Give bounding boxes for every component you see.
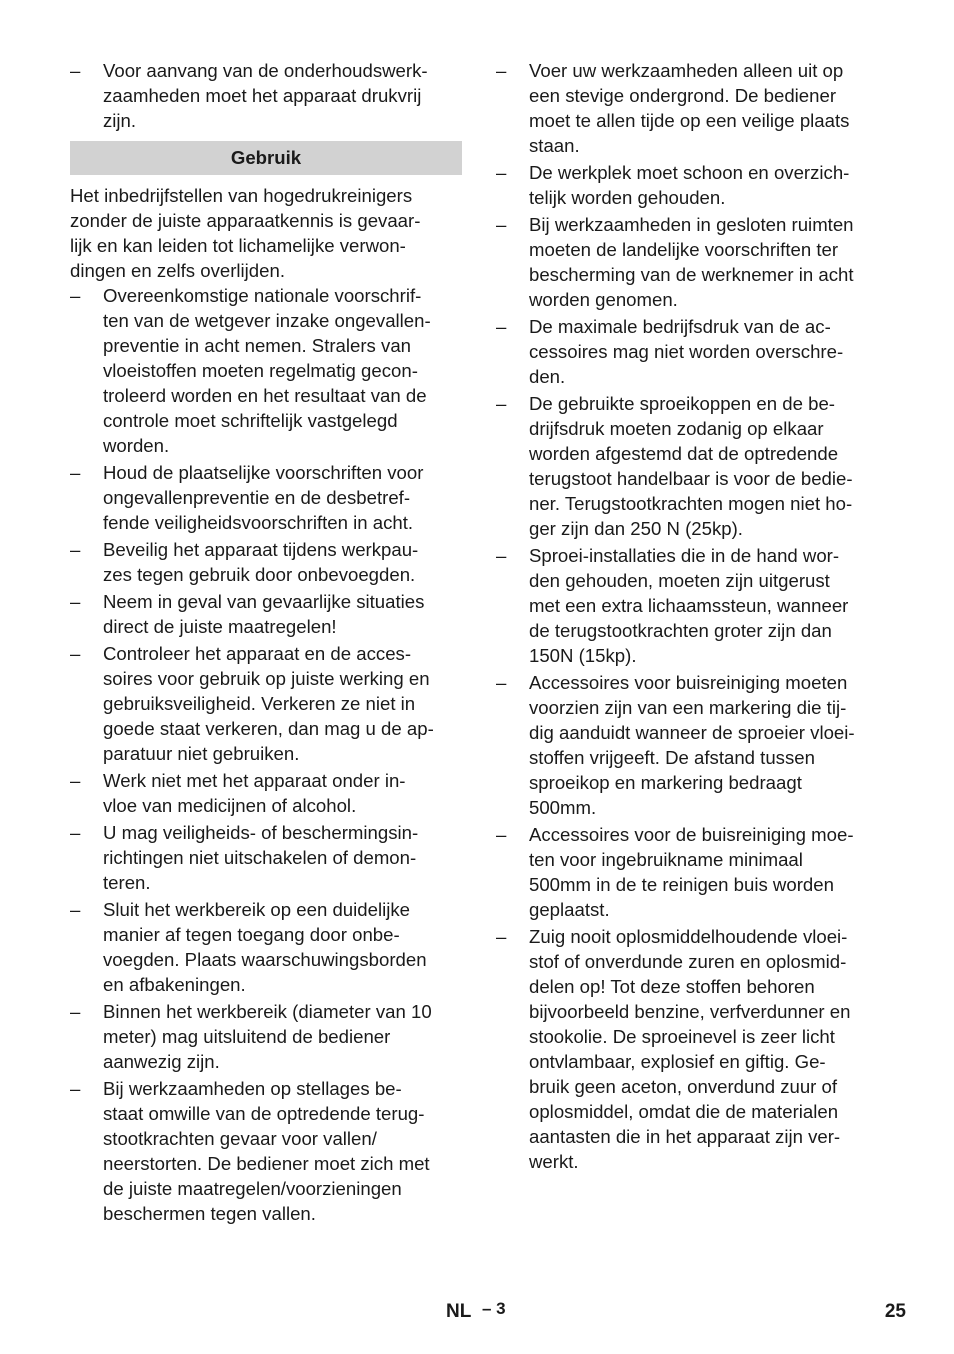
list-item-text: Binnen het werkbereik (diameter van 10 meter) mag uitsluitend de bediener aanwezig zijn.	[103, 1001, 432, 1072]
bullet-dash-icon: –	[70, 539, 81, 560]
list-item	[70, 589, 462, 639]
list-item-text: Werk niet met het apparaat onder in- vloe van medicijnen of alcohol.	[103, 770, 406, 816]
list-item-text: Sproei-installaties die in de hand wor- den gehouden, moeten zijn uitgerust met een extra lichaamssteun, wanneer de terugstootkrachten groter zijn dan 150N (15kp).	[529, 545, 849, 666]
bullet-dash-icon: –	[70, 643, 81, 664]
list-item-text: Houd de plaatselijke voorschriften voor ongevallenpreventie en de desbetref- fende veiligheidsvoorschriften in acht.	[103, 462, 424, 533]
right-column	[496, 58, 888, 1176]
bullet-dash-icon: –	[70, 822, 81, 843]
footer-section-page: – 3	[482, 1299, 506, 1318]
list-item-text: De gebruikte sproeikoppen en de be- drijfsdruk moeten zodanig op elkaar worden afgestemd dat de optredende terugstoot handelbaar is voor de bedie- ner. Terugstootkrachten mogen niet ho- ger zijn dan 250 N (25kp).	[529, 393, 853, 539]
list-item	[496, 924, 888, 1174]
list-item-text: Bij werkzaamheden op stellages be- staat omwille van de optredende terug- stootkrachten gevaar voor vallen/ neerstorten. De bediener moet zich met de juiste maatregelen/voorzieningen beschermen tegen vallen.	[103, 1078, 430, 1224]
bullet-dash-icon: –	[496, 316, 507, 337]
bullet-dash-icon: –	[70, 770, 81, 791]
bullet-dash-icon: –	[496, 162, 507, 183]
bullet-dash-icon: –	[496, 824, 507, 845]
bullet-dash-icon: –	[70, 285, 81, 306]
list-item	[70, 897, 462, 997]
list-item	[496, 543, 888, 668]
list-item-text: Zuig nooit oplosmiddelhoudende vloei- stof of onverdunde zuren en oplosmid- delen op! Tot deze stoffen behoren bijvoorbeeld benzine, verfverdunner en stookolie. De sproeinevel is zeer licht ontvlambaar, explosief en giftig. Ge- bruik geen aceton, onverdund zuur of oplosmiddel, omdat die de materialen aantasten die in het apparaat zijn ver- werkt.	[529, 926, 851, 1172]
list-item-text: Voer uw werkzaamheden alleen uit op een stevige ondergrond. De bediener moet te allen tijde op een veilige plaats staan.	[529, 60, 850, 156]
right-bullet-list	[496, 58, 888, 1174]
left-bullet-list	[70, 283, 462, 1226]
footer-language: NL	[446, 1301, 472, 1322]
bullet-dash-icon: –	[496, 393, 507, 414]
list-item	[496, 670, 888, 820]
list-item-text: Accessoires voor de buisreiniging moe- ten voor ingebruikname minimaal 500mm in de te reinigen buis worden geplaatst.	[529, 824, 854, 920]
bullet-dash-icon: –	[496, 545, 507, 566]
list-item	[70, 58, 462, 133]
section-title-gebruik: Gebruik	[70, 141, 462, 175]
bullet-dash-icon: –	[496, 926, 507, 947]
list-item	[70, 283, 462, 458]
list-item	[496, 58, 888, 158]
list-item-text: Voor aanvang van de onderhoudswerk- zaamheden moet het apparaat drukvrij zijn.	[103, 60, 428, 131]
list-item	[496, 822, 888, 922]
list-item-text: Beveilig het apparaat tijdens werkpau- zes tegen gebruik door onbevoegden.	[103, 539, 419, 585]
list-item-text: Neem in geval van gevaarlijke situaties direct de juiste maatregelen!	[103, 591, 425, 637]
bullet-dash-icon: –	[496, 214, 507, 235]
bullet-dash-icon: –	[70, 899, 81, 920]
list-item	[70, 1076, 462, 1226]
list-item	[496, 314, 888, 389]
list-item-text: Controleer het apparaat en de acces- soires voor gebruik op juiste werking en gebruiksveiligheid. Verkeren ze niet in goede staat verkeren, dan mag u de ap- paratuur niet gebruiken.	[103, 643, 434, 764]
list-item-text: Accessoires voor buisreiniging moeten voorzien zijn van een markering die tij- dig aanduidt wanneer de sproeier vloei- stoffen vrijgeeft. De afstand tussen sproeikop en markering bedraagt 500mm.	[529, 672, 855, 818]
list-item	[496, 160, 888, 210]
left-top-list	[70, 58, 462, 133]
bullet-dash-icon: –	[70, 462, 81, 483]
bullet-dash-icon: –	[70, 591, 81, 612]
list-item-text: Bij werkzaamheden in gesloten ruimten moeten de landelijke voorschriften ter bescherming van de werknemer in acht worden genomen.	[529, 214, 854, 310]
list-item	[70, 999, 462, 1074]
bullet-dash-icon: –	[496, 672, 507, 693]
list-item-text: Overeenkomstige nationale voorschrif- ten van de wetgever inzake ongevallen- preventie in acht nemen. Stralers van vloeistoffen moeten regelmatig gecon- troleerd worden en het resultaat van de controle moet schriftelijk vastgelegd worden.	[103, 285, 431, 456]
left-column	[70, 58, 462, 1228]
footer-page-number: 25	[884, 1301, 906, 1322]
list-item-text: Sluit het werkbereik op een duidelijke manier af tegen toegang door onbe- voegden. Plaats waarschuwingsborden en afbakeningen.	[103, 899, 427, 995]
bullet-dash-icon: –	[496, 60, 507, 81]
list-item	[70, 537, 462, 587]
bullet-dash-icon: –	[70, 60, 81, 81]
list-item	[70, 641, 462, 766]
bullet-dash-icon: –	[70, 1078, 81, 1099]
list-item	[70, 460, 462, 535]
list-item	[496, 391, 888, 541]
list-item-text: De maximale bedrijfsdruk van de ac- cessoires mag niet worden overschre- den.	[529, 316, 844, 387]
list-item-text: U mag veiligheids- of beschermingsin- richtingen niet uitschakelen of demon- teren.	[103, 822, 419, 893]
list-item	[70, 768, 462, 818]
intro-text: Het inbedrijfstellen van hogedrukreinigers zonder de juiste apparaatkennis is gevaar- lijk en kan leiden tot lichamelijke verwon- dingen en zelfs overlijden.	[70, 185, 421, 281]
intro-paragraph	[70, 183, 462, 283]
list-item-text: De werkplek moet schoon en overzich- telijk worden gehouden.	[529, 162, 850, 208]
bullet-dash-icon: –	[70, 1001, 81, 1022]
list-item	[70, 820, 462, 895]
list-item	[496, 212, 888, 312]
